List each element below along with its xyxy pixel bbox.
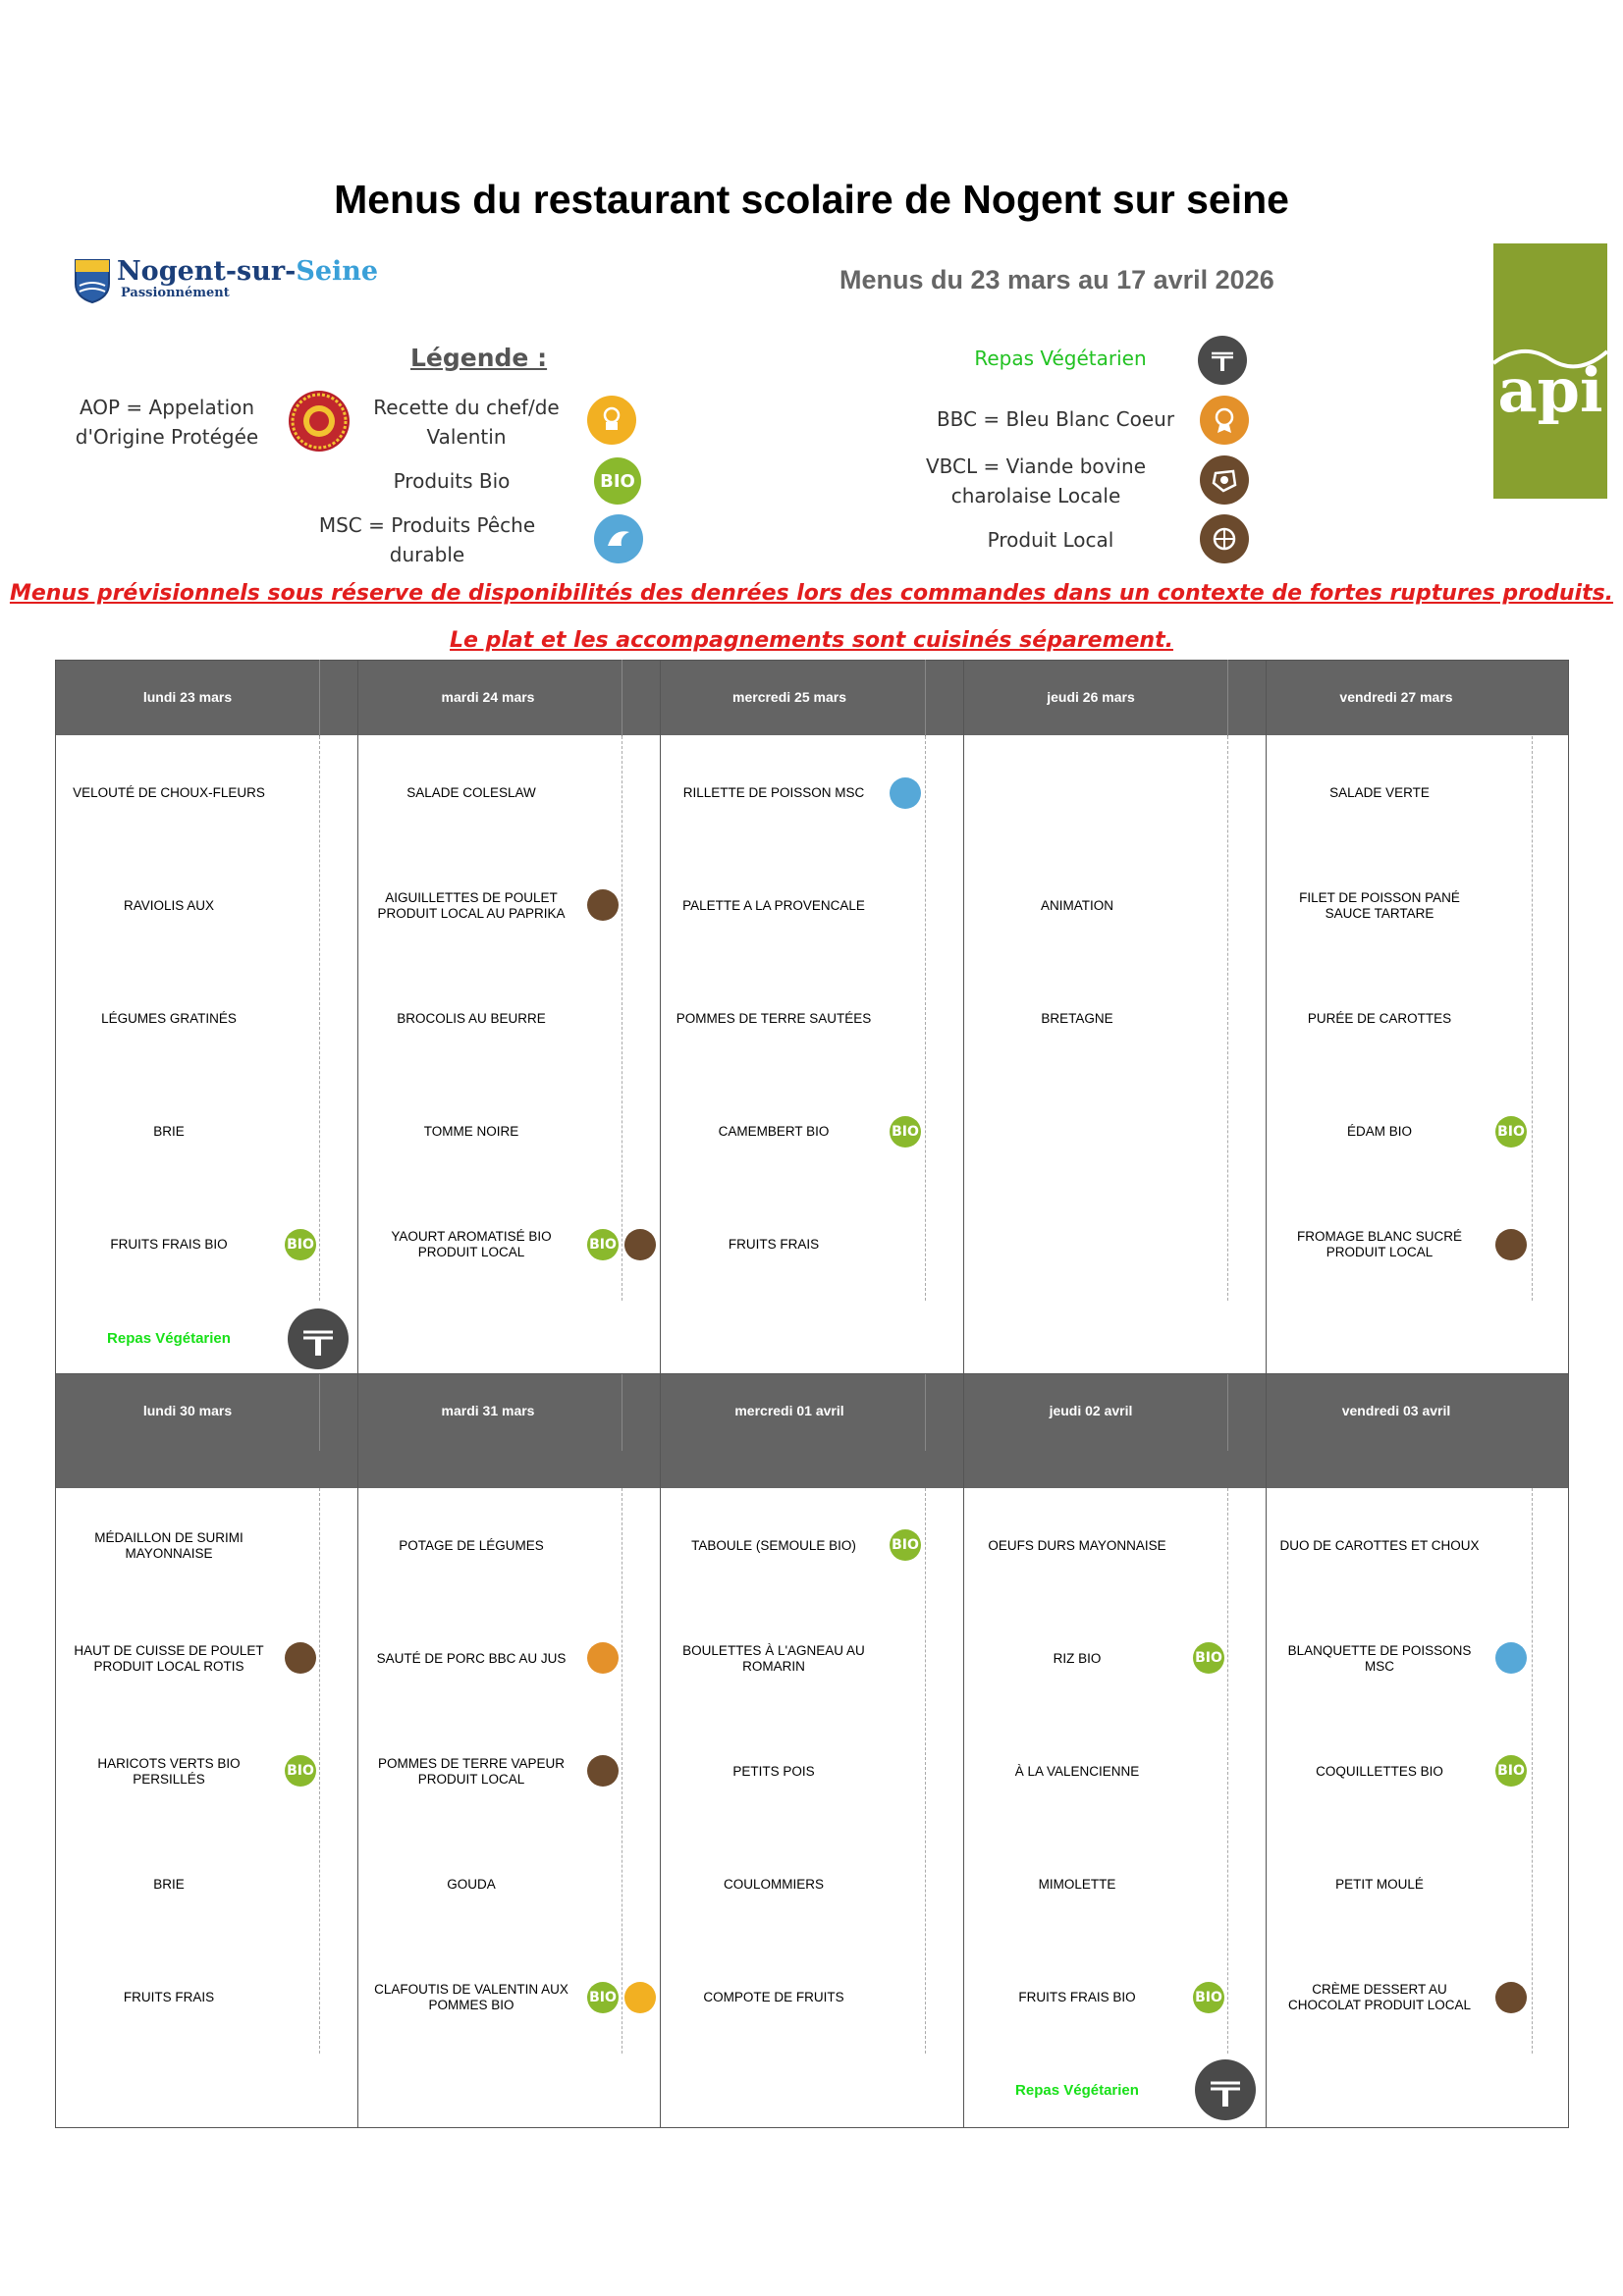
menu-item: YAOURT AROMATISÉ BIO PRODUIT LOCAL bbox=[391, 1229, 552, 1259]
week1-day-4: jeudi 26 mars bbox=[1047, 689, 1135, 705]
page-title: Menus du restaurant scolaire de Nogent sur seine bbox=[334, 177, 1289, 222]
bbc-icon bbox=[587, 1642, 619, 1674]
week1-day-5: vendredi 27 mars bbox=[1339, 689, 1453, 705]
local-product-icon bbox=[624, 1229, 656, 1260]
menu-item: COULOMMIERS bbox=[723, 1877, 824, 1892]
menu-item: MÉDAILLON DE SURIMI MAYONNAISE bbox=[94, 1530, 243, 1561]
warning-line-1: Menus prévisionnels sous réserve de disponibilités des denrées lors des commandes dans un contexte de fortes ruptures produits. bbox=[9, 581, 1614, 606]
api-logo-text: api bbox=[1497, 354, 1603, 426]
menu-item: RIZ BIO bbox=[1053, 1651, 1102, 1666]
vbcl-icon bbox=[1200, 455, 1249, 505]
menu-item: RAVIOLIS AUX bbox=[123, 898, 215, 913]
legend-bio: Produits Bio bbox=[393, 469, 511, 493]
week2-day-4: jeudi 02 avril bbox=[1049, 1403, 1133, 1418]
legend-vbcl: VBCL = Viande bovine charolaise Locale bbox=[925, 454, 1147, 507]
legend-chef: Recette du chef/de Valentin bbox=[373, 396, 560, 449]
menu-item: PURÉE DE CAROTTES bbox=[1307, 1011, 1452, 1026]
menu-item: FRUITS FRAIS BIO bbox=[1018, 1990, 1136, 2004]
menu-item: PETIT MOULÉ bbox=[1335, 1877, 1424, 1892]
bio-icon: BIO bbox=[285, 1229, 316, 1260]
bio-icon: BIO bbox=[890, 1529, 921, 1561]
week2-day-1: lundi 30 mars bbox=[142, 1403, 233, 1418]
week-divider bbox=[55, 1373, 1568, 1374]
legend-msc: MSC = Produits Pêche durable bbox=[318, 513, 536, 566]
aop-icon bbox=[289, 391, 350, 452]
menu-item: HAUT DE CUISSE DE POULET PRODUIT LOCAL ROTIS bbox=[74, 1643, 264, 1674]
menu-item: GOUDA bbox=[447, 1877, 496, 1892]
menu-item: FRUITS FRAIS bbox=[728, 1237, 820, 1252]
menu-item: À LA VALENCIENNE bbox=[1014, 1764, 1140, 1779]
local-product-icon bbox=[587, 1755, 619, 1787]
menu-item: OEUFS DURS MAYONNAISE bbox=[988, 1538, 1166, 1553]
api-logo bbox=[1493, 243, 1607, 499]
msc-icon bbox=[890, 777, 921, 809]
local-product-icon bbox=[1495, 1229, 1527, 1260]
sub-divider bbox=[1227, 1488, 1228, 2054]
menu-item: DUO DE CAROTTES ET CHOUX bbox=[1279, 1538, 1480, 1553]
local-product-icon bbox=[1495, 1982, 1527, 2013]
legend-aop: AOP = Appelation d'Origine Protégée bbox=[75, 396, 259, 449]
sub-divider bbox=[925, 660, 926, 736]
bio-icon: BIO bbox=[1193, 1642, 1224, 1674]
local-product-icon bbox=[1200, 514, 1249, 563]
menu-item: SALADE VERTE bbox=[1329, 785, 1430, 800]
menu-item: SALADE COLESLAW bbox=[406, 785, 536, 800]
town-shield-icon bbox=[74, 258, 111, 303]
menu-item: POTAGE DE LÉGUMES bbox=[399, 1538, 544, 1553]
menu-item: MIMOLETTE bbox=[1038, 1877, 1116, 1892]
sub-divider bbox=[319, 1374, 320, 1451]
bio-icon: BIO bbox=[285, 1755, 316, 1787]
col-divider bbox=[660, 660, 661, 2128]
legend-bbc: BBC = Bleu Blanc Coeur bbox=[936, 407, 1175, 431]
week1-day-2: mardi 24 mars bbox=[441, 689, 535, 705]
vegetarian-label: Repas Végétarien bbox=[1015, 2082, 1139, 2099]
col-divider bbox=[357, 660, 358, 2128]
vegetarian-icon bbox=[1195, 2059, 1256, 2120]
week1-day-3: mercredi 25 mars bbox=[732, 689, 846, 705]
week2-day-3: mercredi 01 avril bbox=[734, 1403, 844, 1418]
menu-item: BRIE bbox=[153, 1877, 185, 1892]
menu-item: BLANQUETTE DE POISSONS MSC bbox=[1287, 1643, 1472, 1674]
town-tagline: Passionnément bbox=[121, 286, 230, 300]
sub-divider bbox=[1227, 660, 1228, 736]
week1-day-1: lundi 23 mars bbox=[142, 689, 233, 705]
local-product-icon bbox=[587, 889, 619, 921]
bio-icon: BIO bbox=[1495, 1755, 1527, 1787]
legend-veg: Repas Végétarien bbox=[974, 347, 1147, 370]
week2-day-5: vendredi 03 avril bbox=[1341, 1403, 1451, 1418]
menu-item: VELOUTÉ DE CHOUX-FLEURS bbox=[73, 785, 265, 800]
menu-item: FROMAGE BLANC SUCRÉ PRODUIT LOCAL bbox=[1296, 1229, 1463, 1259]
bbc-icon bbox=[1200, 396, 1249, 445]
menu-item: PALETTE A LA PROVENCALE bbox=[682, 898, 865, 913]
menu-item: SAUTÉ DE PORC BBC AU JUS bbox=[376, 1651, 567, 1666]
menu-item: BRIE bbox=[153, 1124, 185, 1139]
menu-item: COMPOTE DE FRUITS bbox=[703, 1990, 844, 2004]
week2-header bbox=[56, 1374, 1568, 1488]
sub-divider bbox=[925, 736, 926, 1301]
chef-icon bbox=[587, 396, 636, 445]
sub-divider bbox=[319, 660, 320, 736]
menu-item: BRETAGNE bbox=[1041, 1011, 1113, 1026]
chef-icon bbox=[624, 1982, 656, 2013]
legend-title: Légende : bbox=[410, 344, 548, 372]
menu-item: COQUILLETTES BIO bbox=[1316, 1764, 1443, 1779]
menu-item: PETITS POIS bbox=[732, 1764, 815, 1779]
menu-item: ANIMATION bbox=[1041, 898, 1113, 913]
menu-item: CAMEMBERT BIO bbox=[718, 1124, 830, 1139]
sub-divider bbox=[319, 736, 320, 1301]
menu-item: HARICOTS VERTS BIO PERSILLÉS bbox=[97, 1756, 241, 1787]
menu-item: BOULETTES À L'AGNEAU AU ROMARIN bbox=[682, 1643, 865, 1674]
bio-icon: BIO bbox=[594, 457, 641, 505]
menu-item: TABOULE (SEMOULE BIO) bbox=[691, 1538, 856, 1553]
menu-item: CRÈME DESSERT AU CHOCOLAT PRODUIT LOCAL bbox=[1287, 1982, 1472, 2012]
town-name: Nogent-sur-Seine bbox=[117, 256, 379, 287]
menu-period: Menus du 23 mars au 17 avril 2026 bbox=[839, 265, 1274, 294]
vegetarian-icon bbox=[288, 1308, 349, 1369]
legend-local: Produit Local bbox=[987, 528, 1114, 552]
menu-item: TOMME NOIRE bbox=[423, 1124, 519, 1139]
bio-icon: BIO bbox=[587, 1229, 619, 1260]
msc-icon bbox=[1495, 1642, 1527, 1674]
sub-divider bbox=[1227, 736, 1228, 1301]
menu-item: FRUITS FRAIS BIO bbox=[110, 1237, 228, 1252]
menu-item: POMMES DE TERRE SAUTÉES bbox=[676, 1011, 872, 1026]
warning-line-2: Le plat et les accompagnements sont cuisinés séparement. bbox=[450, 628, 1173, 653]
town-logo bbox=[74, 258, 378, 303]
menu-item: AIGUILLETTES DE POULET PRODUIT LOCAL AU PAPRIKA bbox=[377, 890, 566, 921]
sub-divider bbox=[319, 1488, 320, 2054]
bio-icon: BIO bbox=[587, 1982, 619, 2013]
menu-item: LÉGUMES GRATINÉS bbox=[101, 1011, 237, 1026]
menu-item: CLAFOUTIS DE VALENTIN AUX POMMES BIO bbox=[374, 1982, 568, 2012]
sub-divider bbox=[1532, 736, 1533, 1301]
menu-item: FRUITS FRAIS bbox=[123, 1990, 215, 2004]
menu-item: FILET DE POISSON PANÉ SAUCE TARTARE bbox=[1299, 890, 1460, 921]
menu-item: RILLETTE DE POISSON MSC bbox=[682, 785, 865, 800]
sub-divider bbox=[1532, 1488, 1533, 2054]
col-divider bbox=[1266, 660, 1267, 2128]
sub-divider bbox=[1227, 1374, 1228, 1451]
menu-item: ÉDAM BIO bbox=[1346, 1124, 1412, 1139]
sub-divider bbox=[925, 1488, 926, 2054]
vegetarian-label: Repas Végétarien bbox=[107, 1330, 231, 1347]
menu-item: POMMES DE TERRE VAPEUR PRODUIT LOCAL bbox=[377, 1756, 566, 1787]
week2-day-2: mardi 31 mars bbox=[441, 1403, 535, 1418]
bio-icon: BIO bbox=[1193, 1982, 1224, 2013]
sub-divider bbox=[925, 1374, 926, 1451]
msc-icon bbox=[594, 514, 643, 563]
local-product-icon bbox=[285, 1642, 316, 1674]
bio-icon: BIO bbox=[1495, 1116, 1527, 1148]
menu-item: BROCOLIS AU BEURRE bbox=[397, 1011, 546, 1026]
vegetarian-icon bbox=[1198, 336, 1247, 385]
col-divider bbox=[963, 660, 964, 2128]
bio-icon: BIO bbox=[890, 1116, 921, 1148]
